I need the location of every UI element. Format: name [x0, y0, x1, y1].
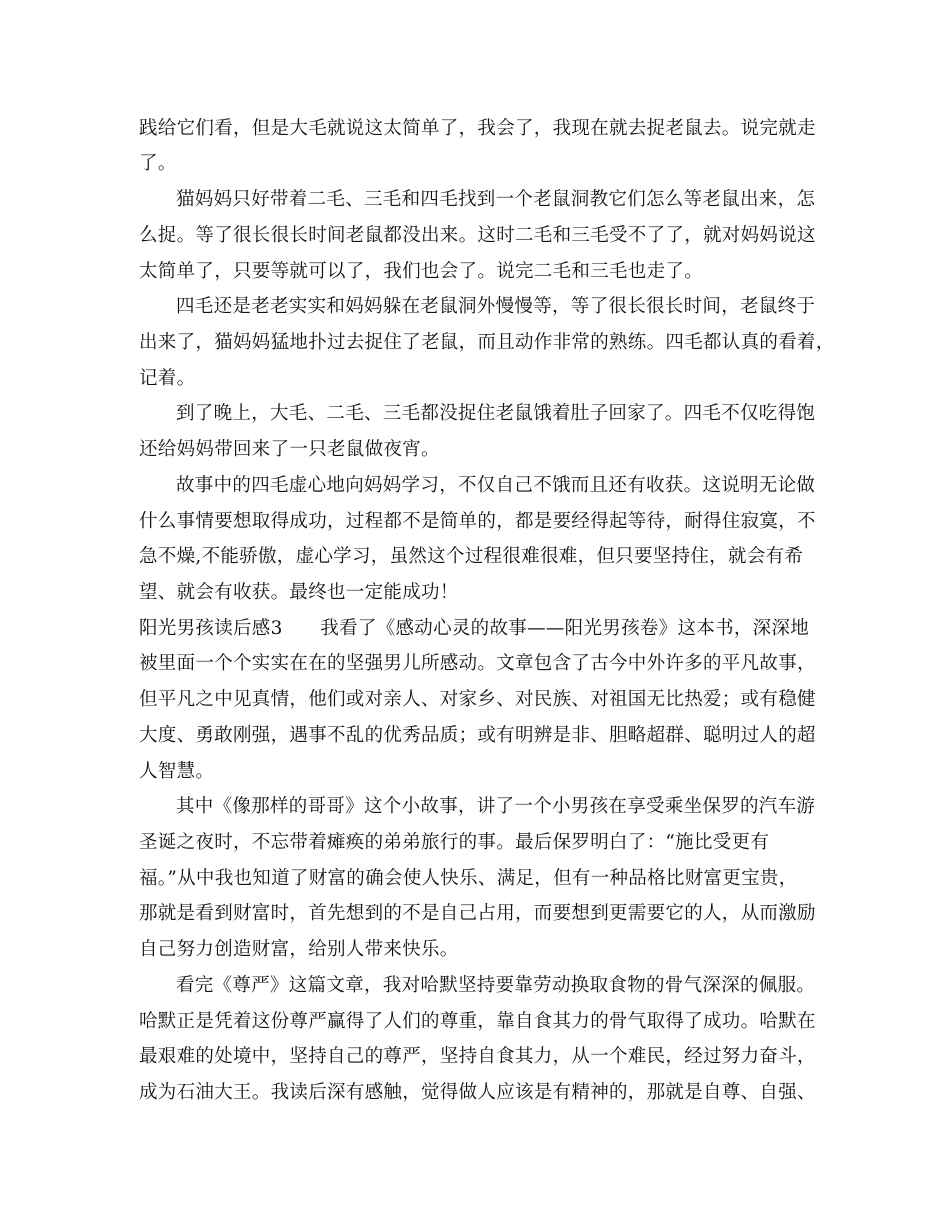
paragraph-first-line: 看完《尊严》这篇文章，我对哈默坚持要靠劳动换取食物的骨气深深的佩服。: [176, 975, 816, 996]
paragraph-first-line: 到了晚上，大毛、二毛、三毛都没捉住老鼠饿着肚子回家了。四毛不仅吃得饱: [176, 403, 816, 424]
paragraph-first-line: 猫妈妈只好带着二毛、三毛和四毛找到一个老鼠洞教它们怎么等老鼠出来，怎: [176, 189, 816, 210]
text-line: 么捉。等了很长很长时间老鼠都没出来。这时二毛和三毛受不了了，就对妈妈说这: [139, 225, 816, 246]
text-line: 自己努力创造财富，给别人带来快乐。: [139, 939, 459, 960]
text-line: 急不燥,不能骄傲，虚心学习，虽然这个过程很难很难，但只要坚持住，就会有希: [139, 546, 804, 567]
text-line: 人智慧。: [139, 761, 215, 782]
text-line: 最艰难的处境中，坚持自己的尊严，坚持自食其力，从一个难民，经过努力奋斗，: [139, 1046, 816, 1067]
text-line: 什么事情要想取得成功，过程都不是简单的，都是要经得起等待，耐得住寂寞，不: [139, 511, 816, 532]
text-line: 出来了，猫妈妈猛地扑过去捉住了老鼠，而且动作非常的熟练。四毛都认真的看着，: [139, 332, 835, 353]
text-line: 了。: [139, 153, 177, 174]
text-line: 大度、勇敢刚强，遇事不乱的优秀品质；或有明辨是非、胆略超群、聪明过人的超: [139, 725, 816, 746]
text-line: 哈默正是凭着这份尊严赢得了人们的尊重，靠自食其力的骨气取得了成功。哈默在: [139, 1011, 816, 1032]
text-line: 但平凡之中见真情，他们或对亲人、对家乡、对民族、对祖国无比热爱；或有稳健: [139, 689, 816, 710]
section-heading-line: 阳光男孩读后感3 我看了《感动心灵的故事——阳光男孩卷》这本书，深深地: [139, 618, 810, 639]
text-line: 践给它们看，但是大毛就说这太简单了，我会了，我现在就去捉老鼠去。说完就走: [139, 118, 816, 139]
text-line: 福。”从中我也知道了财富的确会使人快乐、满足，但有一种品格比财富更宝贵，: [139, 868, 798, 889]
paragraph-first-line: 四毛还是老老实实和妈妈躲在老鼠洞外慢慢等，等了很长很长时间，老鼠终于: [176, 296, 816, 317]
text-line: 成为石油大王。我读后深有感触，觉得做人应该是有精神的，那就是自尊、自强、: [139, 1082, 816, 1103]
text-line: 望、就会有收获。最终也一定能成功！: [139, 582, 459, 603]
paragraph-first-line: 故事中的四毛虚心地向妈妈学习，不仅自己不饿而且还有收获。这说明无论做: [176, 475, 816, 496]
text-line: 圣诞之夜时，不忘带着瘫痪的弟弟旅行的事。最后保罗明白了：“施比受更有: [139, 832, 770, 853]
text-line: 记着。: [139, 368, 196, 389]
text-line: 那就是看到财富时，首先想到的不是自己占用，而要想到更需要它的人，从而激励: [139, 903, 816, 924]
text-line: 太简单了，只要等就可以了，我们也会了。说完二毛和三毛也走了。: [139, 261, 704, 282]
paragraph-first-line: 其中《像那样的哥哥》这个小故事，讲了一个小男孩在享受乘坐保罗的汽车游: [176, 796, 816, 817]
text-line: 被里面一个个实实在在的坚强男儿所感动。文章包含了古今中外许多的平凡故事，: [139, 653, 816, 674]
text-line: 还给妈妈带回来了一只老鼠做夜宵。: [139, 439, 440, 460]
